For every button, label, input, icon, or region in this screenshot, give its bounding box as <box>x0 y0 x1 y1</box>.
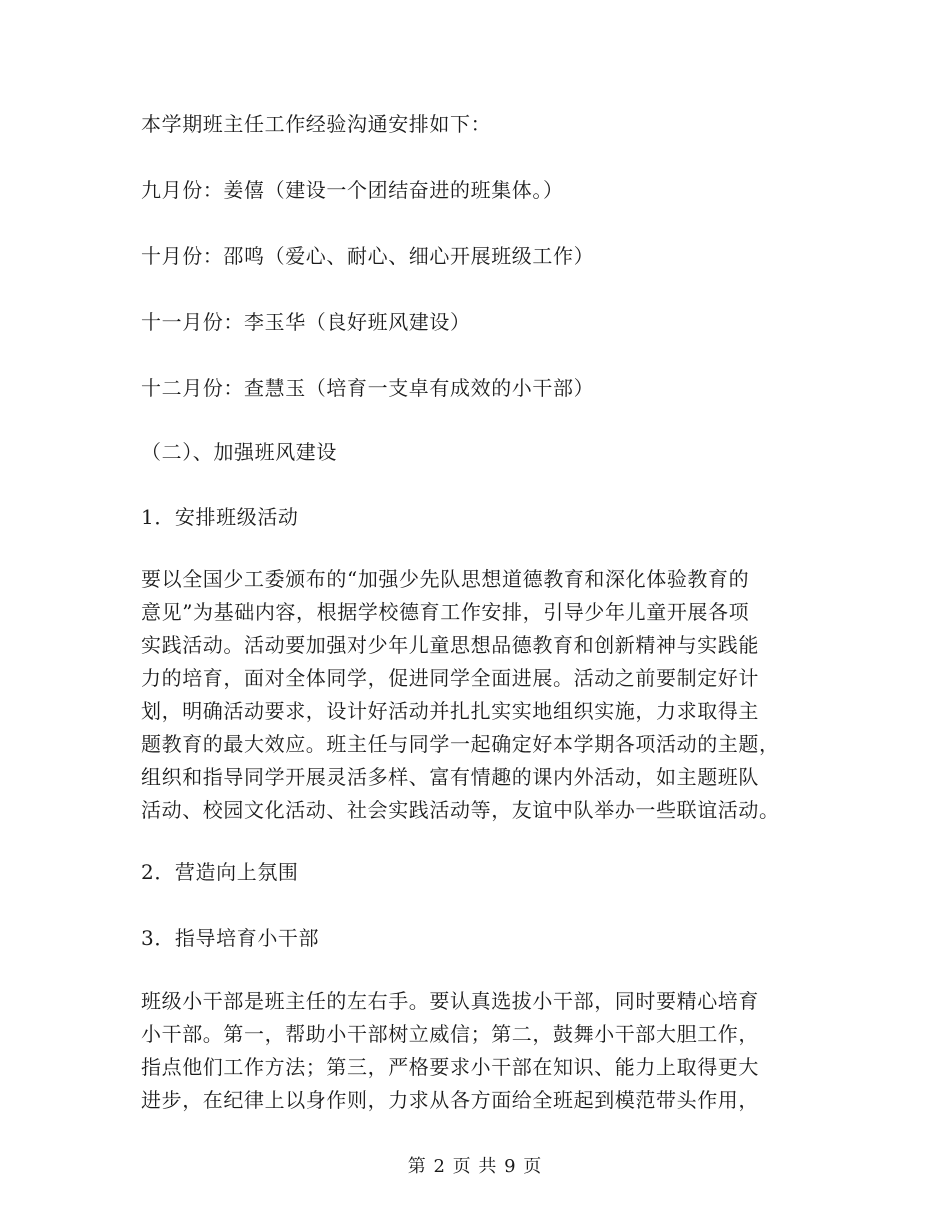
body-paragraph-1 <box>141 563 821 827</box>
schedule-november: 十一月份：李玉华（良好班风建设） <box>141 310 471 334</box>
paragraph-line: 班级小干部是班主任的左右手。要认真选拔小干部，同时要精心培育 <box>141 989 759 1013</box>
paragraph-line: 小干部。第一，帮助小干部树立威信；第二，鼓舞小干部大胆工作， <box>141 1022 759 1046</box>
page-number-footer: 第 2 页 共 9 页 <box>407 1156 543 1177</box>
paragraph-line: 划，明确活动要求，设计好活动并扎扎实实地组织实施，力求取得主 <box>141 699 759 723</box>
paragraph-line: 指点他们工作方法；第三，严格要求小干部在知识、能力上取得更大 <box>141 1055 759 1079</box>
subheading-3: 3．指导培育小干部 <box>141 926 320 950</box>
intro-line: 本学期班主任工作经验沟通安排如下： <box>141 112 492 136</box>
subheading-1: 1．安排班级活动 <box>141 505 299 529</box>
paragraph-line: 力的培育，面对全体同学，促进同学全面进展。活动之前要制定好计 <box>141 666 759 690</box>
paragraph-line: 实践活动。活动要加强对少年儿童思想品德教育和创新精神与实践能 <box>141 633 759 657</box>
paragraph-line: 意见”为基础内容，根据学校德育工作安排，引导少年儿童开展各项 <box>141 600 750 624</box>
paragraph-line: 要以全国少工委颁布的“加强少先队思想道德教育和深化体验教育的 <box>141 567 750 591</box>
body-paragraph-2 <box>141 985 821 1117</box>
paragraph-line: 活动、校园文化活动、社会实践活动等，友谊中队举办一些联谊活动。 <box>141 798 780 822</box>
section-heading: （二）、加强班风建设 <box>141 440 337 464</box>
schedule-september: 九月份：姜僖（建设一个团结奋进的班集体。） <box>141 178 564 202</box>
schedule-december: 十二月份：查慧玉（培育一支卓有成效的小干部） <box>141 376 595 400</box>
paragraph-line: 组织和指导同学开展灵活多样、富有情趣的课内外活动，如主题班队 <box>141 765 759 789</box>
subheading-2: 2．营造向上氛围 <box>141 860 299 884</box>
schedule-october: 十月份：邵鸣（爱心、耐心、细心开展班级工作） <box>141 244 595 268</box>
paragraph-line: 题教育的最大效应。班主任与同学一起确定好本学期各项活动的主题， <box>141 732 780 756</box>
paragraph-line: 进步，在纪律上以身作则，力求从各方面给全班起到模范带头作用， <box>141 1088 759 1112</box>
